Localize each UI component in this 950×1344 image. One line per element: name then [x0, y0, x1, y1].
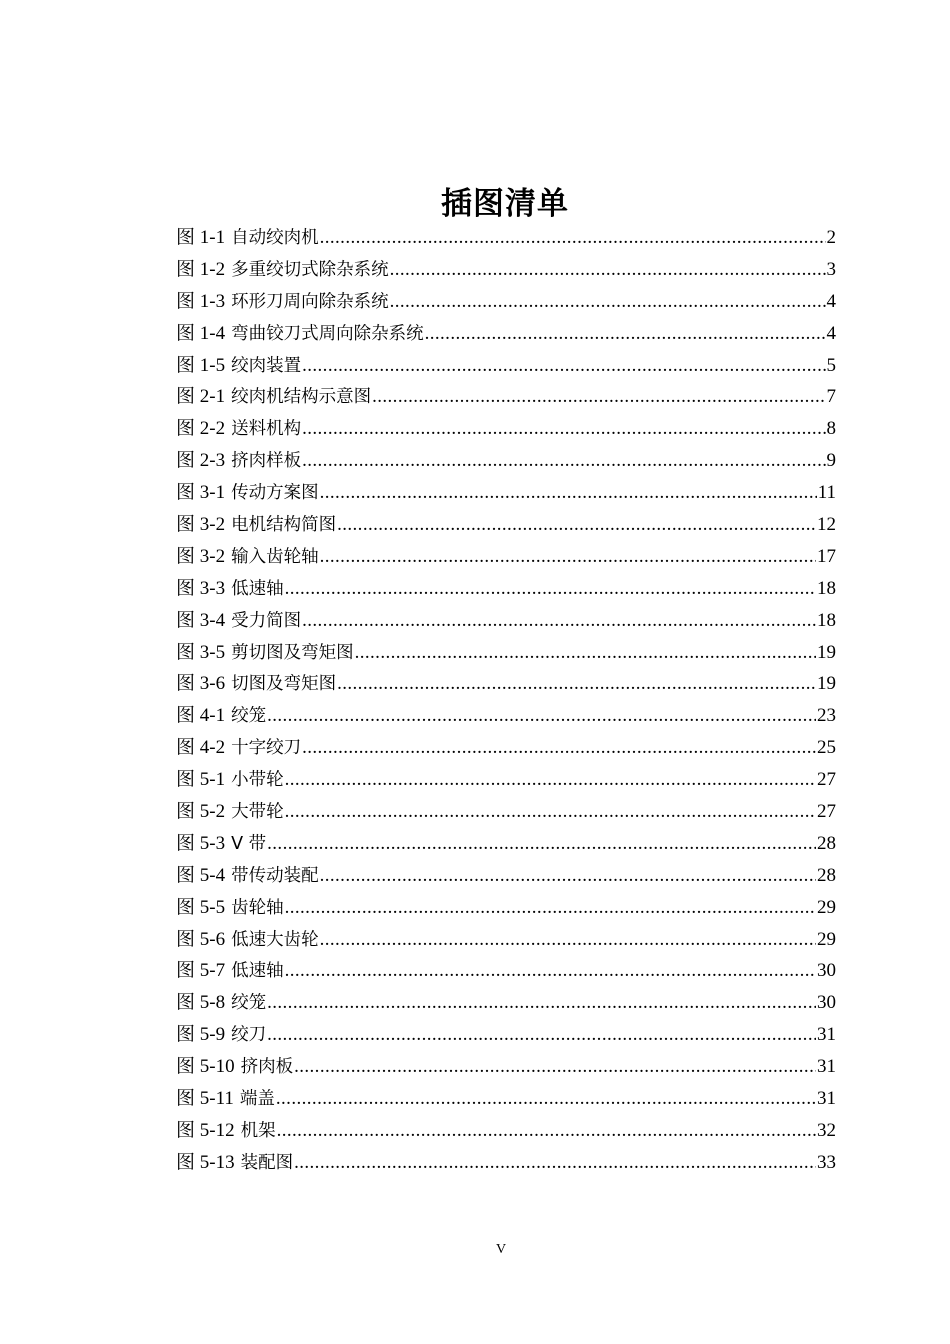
dot-leader [337, 509, 816, 541]
toc-entry[interactable] [176, 924, 836, 956]
entry-label [176, 764, 284, 797]
page-reference: 33 [817, 1151, 836, 1173]
dot-leader [294, 1147, 816, 1179]
toc-entry[interactable] [176, 381, 836, 413]
dot-leader [320, 222, 826, 254]
figure-caption: 机架 [240, 1120, 276, 1141]
page-reference: 31 [817, 1088, 836, 1110]
page-reference: 5 [826, 354, 836, 376]
figure-number: 图 5-6 [176, 928, 226, 950]
figure-number: 图 5-10 [176, 1056, 235, 1078]
figure-caption: 齿轮轴 [231, 897, 284, 918]
entry-label [176, 1019, 266, 1052]
toc-entry[interactable] [176, 764, 836, 796]
toc-entry[interactable] [176, 573, 836, 605]
page-reference: 18 [817, 609, 836, 631]
figure-caption: 十字绞刀 [231, 738, 302, 759]
toc-entry[interactable] [176, 828, 836, 860]
dot-leader [285, 796, 816, 828]
figure-caption: 弯曲铰刀式周向除杂系统 [231, 323, 424, 344]
figure-number: 图 5-4 [176, 864, 226, 886]
toc-entry[interactable] [176, 860, 836, 892]
entry-label [176, 924, 319, 957]
figure-caption: 绞笼 [231, 706, 267, 727]
entry-label [176, 318, 424, 351]
figure-number: 图 5-11 [176, 1088, 234, 1110]
entry-label [176, 987, 266, 1020]
entry-label [176, 1147, 293, 1180]
figure-number: 图 3-5 [176, 641, 226, 663]
figure-number: 图 2-2 [176, 418, 226, 440]
figure-number: 图 4-1 [176, 705, 226, 727]
dot-leader [355, 637, 816, 669]
toc-entry[interactable] [176, 1019, 836, 1051]
page-reference: 29 [817, 928, 836, 950]
entry-label [176, 254, 389, 287]
figure-caption: 传动方案图 [231, 483, 319, 504]
entry-label [176, 381, 371, 414]
figure-caption: 切图及弯矩图 [231, 674, 337, 695]
toc-entry[interactable] [176, 1083, 836, 1115]
entry-label [176, 668, 336, 701]
entry-label [176, 477, 319, 510]
figure-caption: 环形刀周向除杂系统 [231, 291, 389, 312]
toc-entry[interactable] [176, 732, 836, 764]
figure-number: 图 5-3 [176, 832, 226, 854]
dot-leader [337, 668, 816, 700]
figure-caption: 大带轮 [231, 802, 284, 823]
dot-leader [302, 732, 816, 764]
entry-label [176, 222, 319, 255]
dot-leader [267, 1019, 816, 1051]
figure-number: 图 3-3 [176, 577, 226, 599]
figure-caption: 装配图 [240, 1152, 294, 1173]
toc-entry[interactable] [176, 700, 836, 732]
figure-caption: 绞笼 [231, 993, 267, 1014]
entry-label [176, 413, 301, 446]
figure-list [176, 222, 836, 1179]
figure-caption: 低速轴 [231, 961, 284, 982]
figure-caption: 送料机构 [231, 419, 302, 440]
figure-caption: 受力简图 [231, 610, 302, 631]
toc-entry[interactable] [176, 637, 836, 669]
figure-number: 图 3-2 [176, 545, 226, 567]
toc-entry[interactable] [176, 1147, 836, 1179]
figure-caption: 多重绞切式除杂系统 [231, 259, 389, 280]
toc-entry[interactable] [176, 541, 836, 573]
dot-leader [320, 860, 816, 892]
page-reference: 23 [817, 705, 836, 727]
entry-label [176, 1115, 276, 1148]
figure-number: 图 3-6 [176, 673, 226, 695]
page-reference: 18 [817, 577, 836, 599]
page-reference: 2 [826, 227, 836, 248]
entry-label [176, 892, 284, 925]
toc-entry[interactable] [176, 1051, 836, 1083]
figure-number: 图 2-1 [176, 386, 226, 408]
figure-number: 图 5-5 [176, 896, 226, 918]
entry-label [176, 350, 301, 383]
figure-caption: 剪切图及弯矩图 [231, 642, 354, 663]
dot-leader [302, 413, 825, 445]
figure-caption: 低速轴 [231, 578, 284, 599]
entry-label [176, 796, 284, 829]
figure-caption: 端盖 [239, 1089, 275, 1110]
toc-entry[interactable] [176, 350, 836, 382]
figure-number: 图 3-4 [176, 609, 226, 631]
figure-number: 图 5-9 [176, 1024, 226, 1046]
page-reference: 28 [817, 832, 836, 854]
figure-caption: 带传动装配 [231, 865, 319, 886]
dot-leader [302, 445, 825, 477]
figure-caption: 自动绞肉机 [231, 228, 319, 248]
toc-entry[interactable] [176, 286, 836, 318]
toc-entry[interactable] [176, 445, 836, 477]
toc-entry[interactable] [176, 222, 836, 254]
figure-caption: 挤肉板 [240, 1057, 294, 1078]
page-reference: 32 [817, 1119, 836, 1141]
dot-leader [267, 828, 816, 860]
page-reference: 19 [817, 673, 836, 695]
toc-entry[interactable] [176, 892, 836, 924]
page-reference: 7 [826, 386, 836, 408]
figure-number: 图 3-2 [176, 514, 226, 536]
entry-label [176, 637, 354, 670]
dot-leader [425, 318, 826, 350]
figure-number: 图 5-7 [176, 960, 226, 982]
page-reference: 4 [826, 290, 836, 312]
figure-caption: 电机结构简图 [231, 515, 337, 536]
dot-leader [267, 987, 816, 1019]
dot-leader [276, 1083, 816, 1115]
page-reference: 28 [817, 864, 836, 886]
figure-caption: 绞肉装置 [231, 355, 302, 376]
entry-label [176, 573, 284, 606]
figure-number: 图 1-2 [176, 258, 226, 280]
figure-number: 图 1-5 [176, 354, 226, 376]
page-reference: 29 [817, 896, 836, 918]
figure-number: 图 5-12 [176, 1119, 235, 1141]
dot-leader [285, 573, 816, 605]
figure-number: 图 4-2 [176, 737, 226, 759]
page-reference: 3 [826, 258, 836, 280]
toc-entry[interactable] [176, 955, 836, 987]
dot-leader [320, 477, 817, 509]
figure-number: 图 1-3 [176, 290, 226, 312]
entry-label [176, 605, 301, 638]
figure-caption: 绞刀 [231, 1025, 267, 1046]
figure-number: 图 3-1 [176, 482, 226, 504]
page-title: 插图清单 [441, 185, 569, 222]
figure-number: 图 1-4 [176, 322, 226, 344]
dot-leader [267, 700, 816, 732]
entry-label [176, 860, 319, 893]
figure-caption: V 带 [231, 833, 267, 854]
dot-leader [277, 1115, 816, 1147]
page-reference: 31 [817, 1056, 836, 1078]
page-reference: 27 [817, 801, 836, 823]
figure-number: 图 5-8 [176, 992, 226, 1014]
toc-entry[interactable] [176, 509, 836, 541]
dot-leader [390, 286, 826, 318]
dot-leader [285, 955, 816, 987]
figure-number: 图 2-3 [176, 450, 226, 472]
figure-number: 图 5-2 [176, 801, 226, 823]
toc-entry[interactable] [176, 1115, 836, 1147]
entry-label [176, 955, 284, 988]
page-reference: 4 [826, 322, 836, 344]
toc-entry[interactable] [176, 477, 836, 509]
page-reference: 30 [817, 992, 836, 1014]
page-reference: 11 [817, 482, 836, 504]
figure-number: 图 5-13 [176, 1151, 235, 1173]
entry-label [176, 1051, 293, 1084]
page-reference: 8 [826, 418, 836, 440]
page-reference: 25 [817, 737, 836, 759]
dot-leader [320, 541, 816, 573]
toc-entry[interactable] [176, 796, 836, 828]
entry-label [176, 541, 319, 574]
toc-entry[interactable] [176, 413, 836, 445]
page-reference: 17 [817, 545, 836, 567]
figure-number: 图 1-1 [176, 227, 226, 248]
toc-entry[interactable] [176, 318, 836, 350]
toc-entry[interactable] [176, 668, 836, 700]
entry-label [176, 732, 301, 765]
entry-label [176, 509, 336, 542]
page-reference: 31 [817, 1024, 836, 1046]
entry-label [176, 286, 389, 319]
toc-entry[interactable] [176, 254, 836, 286]
entry-label [176, 1083, 275, 1116]
dot-leader [285, 764, 816, 796]
dot-leader [302, 350, 825, 382]
figure-number: 图 5-1 [176, 769, 226, 791]
dot-leader [294, 1051, 816, 1083]
figure-caption: 挤肉样板 [231, 451, 302, 472]
dot-leader [390, 254, 826, 286]
dot-leader [302, 605, 816, 637]
entry-label [176, 700, 266, 733]
dot-leader [285, 892, 816, 924]
page-reference: 9 [826, 450, 836, 472]
figure-caption: 绞肉机结构示意图 [231, 387, 372, 408]
page-reference: 27 [817, 769, 836, 791]
figure-caption: 小带轮 [231, 770, 284, 791]
page-number: V [495, 1242, 507, 1257]
figure-caption: 低速大齿轮 [231, 929, 319, 950]
toc-entry[interactable] [176, 605, 836, 637]
toc-entry[interactable] [176, 987, 836, 1019]
figure-caption: 输入齿轮轴 [231, 546, 319, 567]
page-reference: 19 [817, 641, 836, 663]
dot-leader [320, 924, 816, 956]
dot-leader [372, 381, 825, 413]
entry-label [176, 445, 301, 478]
page-reference: 30 [817, 960, 836, 982]
page-reference: 12 [817, 514, 836, 536]
entry-label [176, 828, 266, 861]
